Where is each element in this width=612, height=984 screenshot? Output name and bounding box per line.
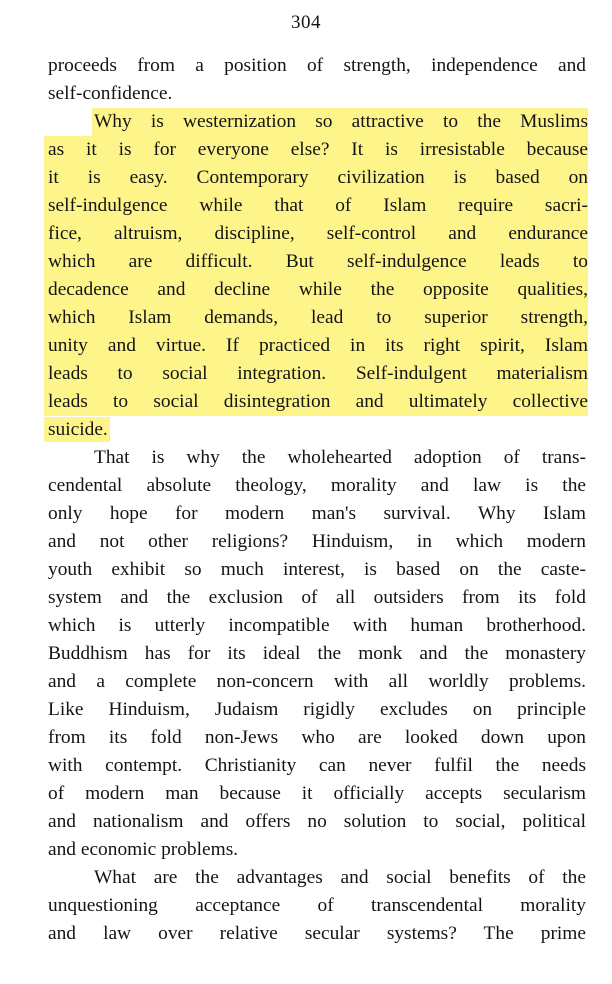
highlighted-text-line: fice, altruism, discipline, self-control and endurance (44, 220, 588, 248)
text-line: and law over relative secular systems? The prime (48, 923, 586, 944)
highlighted-text-line: unity and virtue. If practiced in its right spirit, Islam (44, 332, 588, 360)
highlighted-text-line: leads to social disintegration and ultimately collective (44, 388, 588, 416)
text-line: unquestioning acceptance of transcendental morality (48, 895, 586, 916)
text-line: system and the exclusion of all outsiders from its fold (48, 587, 586, 608)
text-line: That is why the wholehearted adoption of trans- (94, 447, 586, 468)
text-line: which is utterly incompatible with human brotherhood. (48, 615, 586, 636)
highlighted-text-fragment: suicide. (44, 417, 110, 442)
highlighted-text-line: as it is for everyone else? It is irresistable because (44, 136, 588, 164)
text-line: and nationalism and offers no solution to social, political (48, 811, 586, 832)
paragraph-3 (48, 444, 586, 864)
text-line: from its fold non-Jews who are looked down upon (48, 727, 586, 748)
text-line: only hope for modern man's survival. Why Islam (48, 503, 586, 524)
highlighted-text-line: which are difficult. But self-indulgence leads to (44, 248, 588, 276)
text-line: and economic problems. (48, 839, 239, 860)
text-line: with contempt. Christianity can never fulfil the needs (48, 755, 586, 776)
text-line: self-confidence. (48, 83, 173, 104)
paragraph-2-highlighted (48, 108, 586, 444)
highlighted-text-line: leads to social integration. Self-indulgent materialism (44, 360, 588, 388)
text-line: cendental absolute theology, morality and law is the (48, 475, 586, 496)
highlighted-text-line: decadence and decline while the opposite qualities, (44, 276, 588, 304)
highlighted-text-line: it is easy. Contemporary civilization is based on (44, 164, 588, 192)
text-line: of modern man because it officially accepts secularism (48, 783, 586, 804)
text-line: What are the advantages and social benefits of the (94, 867, 586, 888)
text-line: Buddhism has for its ideal the monk and the monastery (48, 643, 586, 664)
paragraph-1 (48, 52, 586, 108)
text-line: and a complete non-concern with all worldly problems. (48, 671, 586, 692)
highlighted-text-line-last (44, 416, 588, 444)
text-line: proceeds from a position of strength, independence and (48, 55, 586, 76)
highlighted-text-line: Why is westernization so attractive to the Muslims (44, 108, 588, 136)
body-text (48, 52, 586, 948)
highlighted-text-line: self-indulgence while that of Islam require sacri- (44, 192, 588, 220)
text-line: and not other religions? Hinduism, in which modern (48, 531, 586, 552)
text-line: youth exhibit so much interest, is based on the caste- (48, 559, 586, 580)
paragraph-4 (48, 864, 586, 948)
highlighted-text-line: which Islam demands, lead to superior strength, (44, 304, 588, 332)
text-line: Like Hinduism, Judaism rigidly excludes on principle (48, 699, 586, 720)
page-number: 304 (291, 12, 321, 33)
